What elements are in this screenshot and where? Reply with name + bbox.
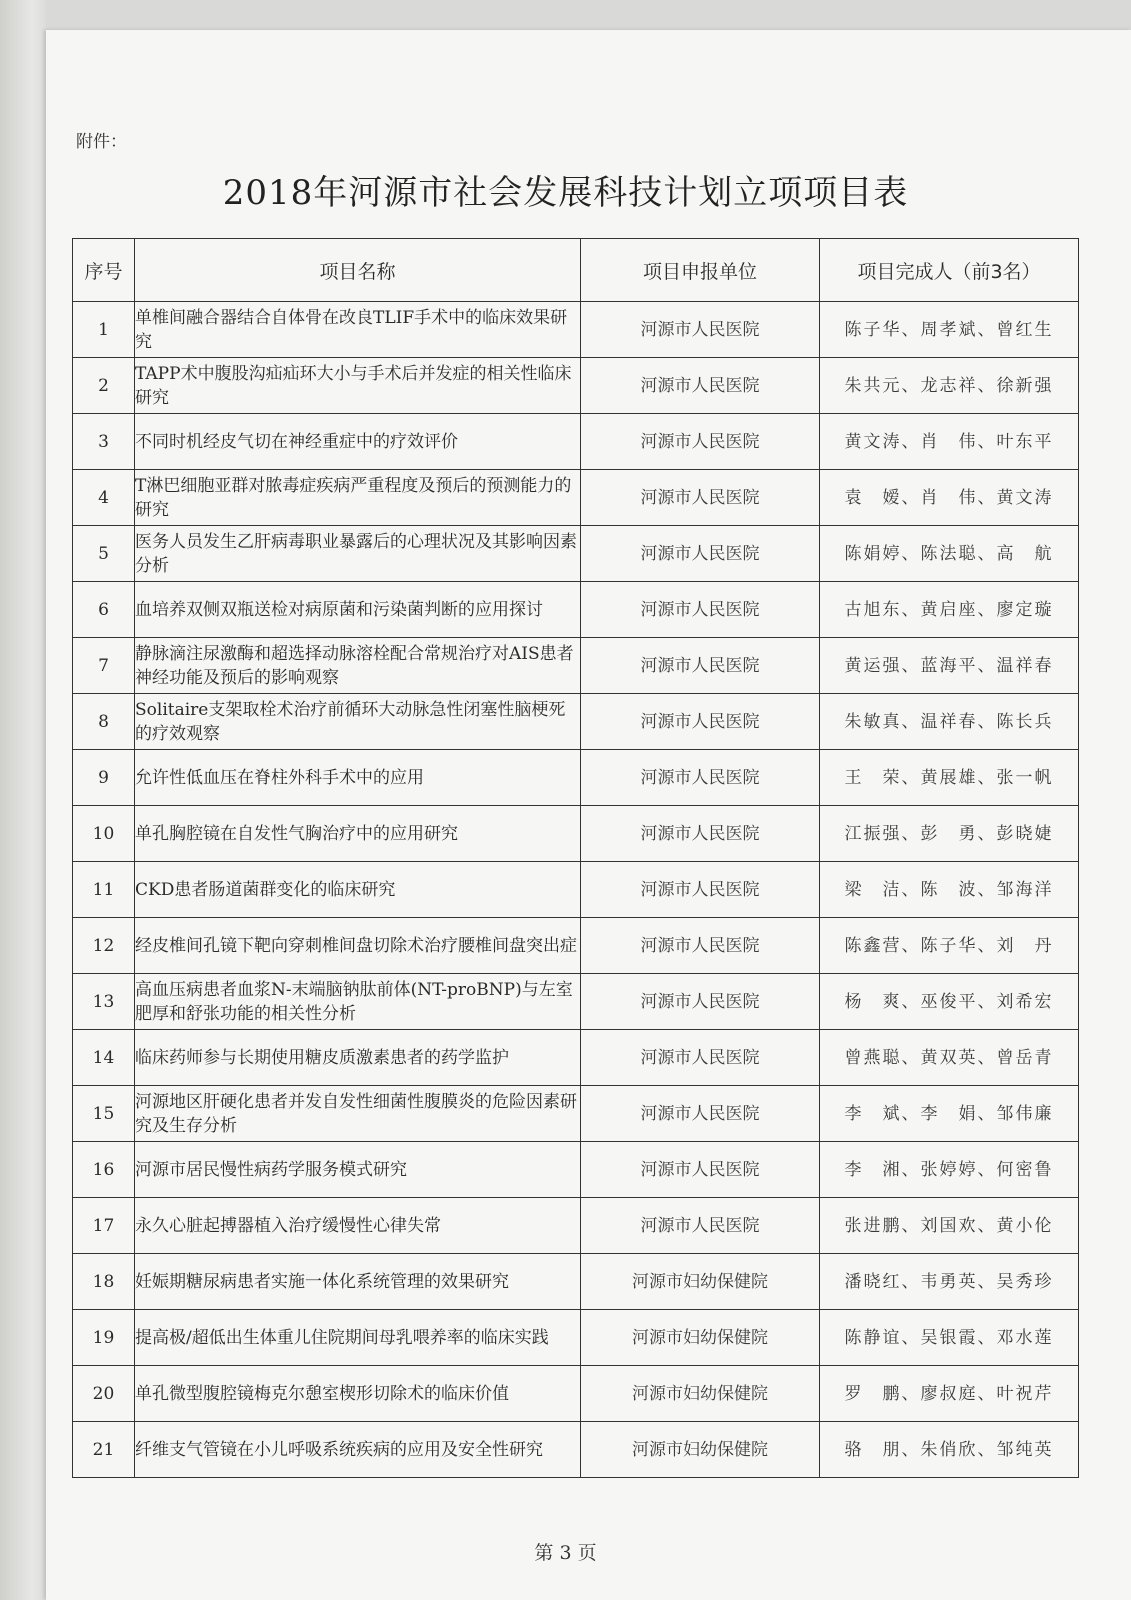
header-people: 项目完成人（前3名） [820,239,1079,302]
row-number: 2 [73,358,135,414]
project-name: 单孔胸腔镜在自发性气胸治疗中的应用研究 [135,806,581,862]
project-name: 静脉滴注尿激酶和超选择动脉溶栓配合常规治疗对AIS患者神经功能及预后的影响观察 [135,638,581,694]
row-number: 12 [73,918,135,974]
row-number: 5 [73,526,135,582]
project-name: 允许性低血压在脊柱外科手术中的应用 [135,750,581,806]
applicant-unit: 河源市人民医院 [581,974,820,1030]
table-row [73,806,1079,862]
row-number: 1 [73,302,135,358]
row-number: 4 [73,470,135,526]
page-number: 第 3 页 [534,1542,597,1564]
applicant-unit: 河源市人民医院 [581,1030,820,1086]
table-row [73,1422,1079,1478]
project-members: 陈子华、周孝斌、曾红生 [820,302,1079,358]
project-name: CKD患者肠道菌群变化的临床研究 [135,862,581,918]
applicant-unit: 河源市人民医院 [581,1142,820,1198]
row-number: 8 [73,694,135,750]
table-row [73,1310,1079,1366]
project-members: 骆 朋、朱俏欣、邹纯英 [820,1422,1079,1478]
table-row [73,582,1079,638]
table-row [73,526,1079,582]
project-members: 江振强、彭 勇、彭晓婕 [820,806,1079,862]
applicant-unit: 河源市人民医院 [581,806,820,862]
project-name: 临床药师参与长期使用糖皮质激素患者的药学监护 [135,1030,581,1086]
project-members: 梁 洁、陈 波、邹海洋 [820,862,1079,918]
table-row [73,1030,1079,1086]
project-members: 袁 嫒、肖 伟、黄文涛 [820,470,1079,526]
table-row [73,694,1079,750]
applicant-unit: 河源市妇幼保健院 [581,1254,820,1310]
table-row [73,974,1079,1030]
table-row [73,1366,1079,1422]
row-number: 15 [73,1086,135,1142]
project-members: 陈静谊、吴银霞、邓水莲 [820,1310,1079,1366]
project-members: 朱共元、龙志祥、徐新强 [820,358,1079,414]
table-row [73,302,1079,358]
project-name: 妊娠期糖尿病患者实施一体化系统管理的效果研究 [135,1254,581,1310]
table-row [73,1198,1079,1254]
applicant-unit: 河源市人民医院 [581,694,820,750]
project-members: 陈娟婷、陈法聪、高 航 [820,526,1079,582]
table-row [73,1086,1079,1142]
applicant-unit: 河源市人民医院 [581,582,820,638]
table-row [73,638,1079,694]
table-row [73,750,1079,806]
table-row [73,1142,1079,1198]
project-members: 杨 爽、巫俊平、刘希宏 [820,974,1079,1030]
applicant-unit: 河源市人民医院 [581,918,820,974]
project-name: 纤维支气管镜在小儿呼吸系统疾病的应用及安全性研究 [135,1422,581,1478]
table-row [73,1254,1079,1310]
applicant-unit: 河源市人民医院 [581,414,820,470]
header-project-name: 项目名称 [135,239,581,302]
project-name: TAPP术中腹股沟疝疝环大小与手术后并发症的相关性临床研究 [135,358,581,414]
project-members: 古旭东、黄启座、廖定璇 [820,582,1079,638]
applicant-unit: 河源市人民医院 [581,638,820,694]
project-members: 张进鹏、刘国欢、黄小伦 [820,1198,1079,1254]
applicant-unit: 河源市人民医院 [581,358,820,414]
project-name: 单孔微型腹腔镜梅克尔憩室楔形切除术的临床价值 [135,1366,581,1422]
table-row [73,918,1079,974]
applicant-unit: 河源市人民医院 [581,470,820,526]
applicant-unit: 河源市妇幼保健院 [581,1366,820,1422]
row-number: 11 [73,862,135,918]
table-row [73,414,1079,470]
row-number: 18 [73,1254,135,1310]
row-number: 21 [73,1422,135,1478]
project-name: 不同时机经皮气切在神经重症中的疗效评价 [135,414,581,470]
project-name: 河源地区肝硬化患者并发自发性细菌性腹膜炎的危险因素研究及生存分析 [135,1086,581,1142]
row-number: 17 [73,1198,135,1254]
project-members: 黄文涛、肖 伟、叶东平 [820,414,1079,470]
applicant-unit: 河源市妇幼保健院 [581,1422,820,1478]
applicant-unit: 河源市妇幼保健院 [581,1310,820,1366]
project-name: 医务人员发生乙肝病毒职业暴露后的心理状况及其影响因素分析 [135,526,581,582]
project-members: 陈鑫营、陈子华、刘 丹 [820,918,1079,974]
applicant-unit: 河源市人民医院 [581,862,820,918]
table-row [73,470,1079,526]
header-no: 序号 [73,239,135,302]
project-name: 高血压病患者血浆N-末端脑钠肽前体(NT-proBNP)与左室肥厚和舒张功能的相关性分析 [135,974,581,1030]
table-row [73,358,1079,414]
row-number: 9 [73,750,135,806]
applicant-unit: 河源市人民医院 [581,302,820,358]
project-members: 王 荣、黄展雄、张一帆 [820,750,1079,806]
project-table [72,238,1079,1478]
project-members: 罗 鹏、廖叔庭、叶祝芹 [820,1366,1079,1422]
project-name: 单椎间融合器结合自体骨在改良TLIF手术中的临床效果研究 [135,302,581,358]
attachment-label: 附件： [76,132,127,152]
project-members: 黄运强、蓝海平、温祥春 [820,638,1079,694]
row-number: 10 [73,806,135,862]
applicant-unit: 河源市人民医院 [581,750,820,806]
row-number: 19 [73,1310,135,1366]
project-members: 李 湘、张婷婷、何密鲁 [820,1142,1079,1198]
project-members: 曾燕聪、黄双英、曾岳青 [820,1030,1079,1086]
project-members: 李 斌、李 娟、邹伟廉 [820,1086,1079,1142]
row-number: 3 [73,414,135,470]
applicant-unit: 河源市人民医院 [581,1198,820,1254]
row-number: 6 [73,582,135,638]
header-unit: 项目申报单位 [581,239,820,302]
row-number: 7 [73,638,135,694]
document-title: 2018年河源市社会发展科技计划立项项目表 [222,173,909,213]
row-number: 13 [73,974,135,1030]
project-name: T淋巴细胞亚群对脓毒症疾病严重程度及预后的预测能力的研究 [135,470,581,526]
project-name: 血培养双侧双瓶送检对病原菌和污染菌判断的应用探讨 [135,582,581,638]
project-members: 潘晓红、韦勇英、吴秀珍 [820,1254,1079,1310]
project-name: 提高极/超低出生体重儿住院期间母乳喂养率的临床实践 [135,1310,581,1366]
row-number: 14 [73,1030,135,1086]
table-row [73,862,1079,918]
applicant-unit: 河源市人民医院 [581,526,820,582]
table-header-row [73,239,1079,302]
row-number: 20 [73,1366,135,1422]
paper-edge [0,0,46,1600]
project-name: Solitaire支架取栓术治疗前循环大动脉急性闭塞性脑梗死的疗效观察 [135,694,581,750]
row-number: 16 [73,1142,135,1198]
project-name: 河源市居民慢性病药学服务模式研究 [135,1142,581,1198]
project-members: 朱敏真、温祥春、陈长兵 [820,694,1079,750]
applicant-unit: 河源市人民医院 [581,1086,820,1142]
project-name: 永久心脏起搏器植入治疗缓慢性心律失常 [135,1198,581,1254]
project-name: 经皮椎间孔镜下靶向穿刺椎间盘切除术治疗腰椎间盘突出症 [135,918,581,974]
